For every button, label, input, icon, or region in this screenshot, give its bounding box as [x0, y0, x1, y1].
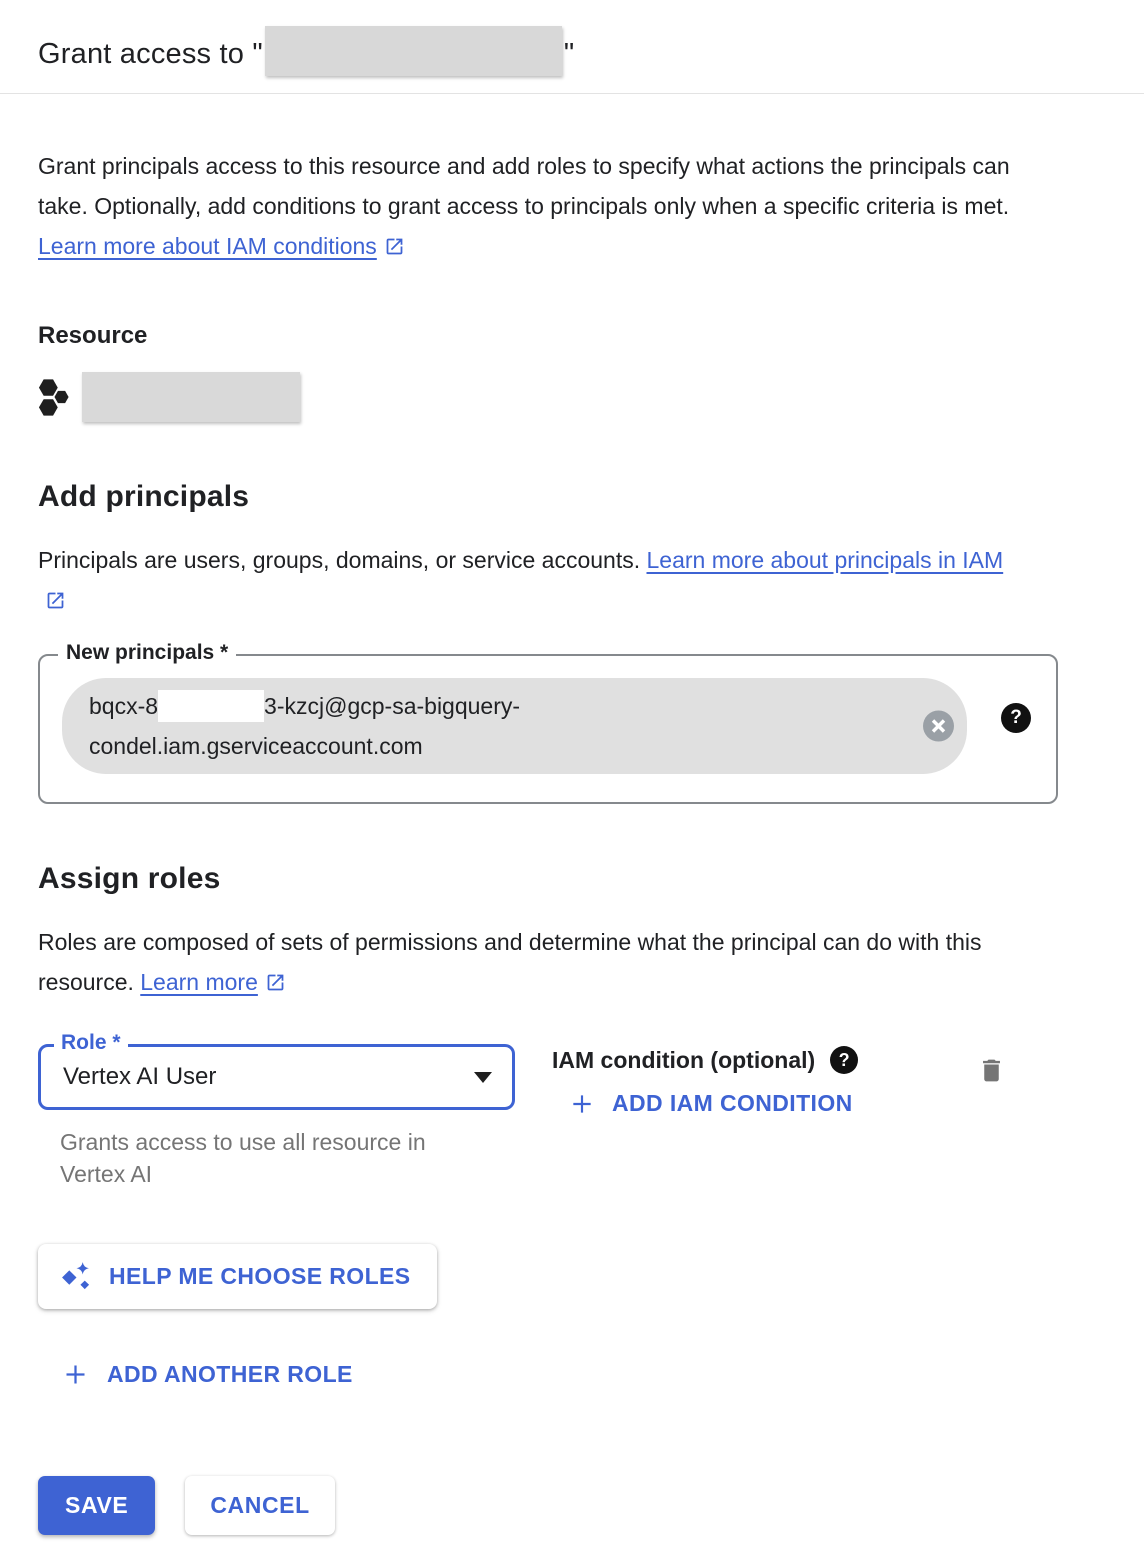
principals-help-icon[interactable]: ? [1001, 703, 1031, 733]
resource-row [38, 372, 1106, 422]
trash-icon [977, 1056, 1006, 1085]
plus-icon [569, 1091, 595, 1117]
iam-condition-column [552, 1044, 858, 1117]
add-iam-condition-button[interactable] [569, 1090, 853, 1117]
iam-conditions-link-label: Learn more about IAM conditions [38, 233, 377, 259]
redacted-resource-name [265, 26, 562, 76]
dialog-footer [38, 1476, 1106, 1535]
close-icon [931, 719, 946, 734]
remove-principal-button[interactable] [923, 711, 954, 742]
dialog-body [0, 146, 1144, 1535]
role-helper-text: Grants access to use all resource in Vertex AI [60, 1129, 426, 1187]
role-select-value: Vertex AI User [63, 1063, 217, 1090]
external-link-icon [265, 972, 286, 993]
roles-text-body: Roles are composed of sets of permissions and determine what the principal can do with this resource. [38, 929, 982, 995]
principal-email-line2: condel.iam.gserviceaccount.com [89, 733, 423, 759]
page-title-suffix: " [563, 38, 575, 70]
cancel-button[interactable]: CANCEL [185, 1476, 334, 1535]
principals-link-label: Learn more about principals in IAM [646, 547, 1004, 573]
role-column [38, 1031, 515, 1190]
role-select[interactable] [38, 1031, 515, 1110]
external-link-icon [384, 236, 405, 257]
role-select-label: Role * [54, 1031, 128, 1055]
principal-chip [62, 678, 967, 774]
page-title [38, 26, 1106, 76]
resource-hexagons-icon [38, 377, 70, 418]
principal-email-suffix: 3-kzcj@gcp-sa-bigquery- [264, 693, 521, 719]
plus-icon [62, 1361, 89, 1388]
delete-role-button[interactable] [977, 1056, 1006, 1088]
add-another-role-label: ADD ANOTHER ROLE [107, 1361, 353, 1387]
principal-email-line1 [89, 686, 909, 726]
sparkle-icon [60, 1260, 93, 1293]
roles-text [38, 922, 983, 1002]
roles-learn-more-label: Learn more [140, 969, 258, 995]
iam-condition-label-row [552, 1046, 858, 1074]
help-me-choose-roles-label: HELP ME CHOOSE ROLES [109, 1263, 411, 1289]
intro-text [38, 146, 1043, 266]
add-another-role-button[interactable] [62, 1361, 353, 1388]
resource-section [38, 322, 1106, 422]
page-title-prefix: Grant access to " [38, 38, 263, 70]
new-principals-label: New principals * [58, 641, 236, 665]
resource-label: Resource [38, 322, 148, 349]
help-me-choose-roles-button[interactable] [38, 1244, 437, 1309]
principal-email-prefix: bqcx-8 [89, 693, 159, 719]
redacted-resource-value [82, 372, 300, 422]
dialog-header [0, 0, 1144, 94]
add-principals-heading: Add principals [38, 480, 250, 513]
principals-text-body: Principals are users, groups, domains, or service accounts. [38, 547, 641, 573]
iam-condition-label: IAM condition (optional) [552, 1046, 816, 1073]
save-button[interactable]: SAVE [38, 1476, 155, 1535]
iam-conditions-link[interactable] [38, 233, 405, 259]
add-iam-condition-label: ADD IAM CONDITION [612, 1090, 853, 1116]
iam-condition-help-icon[interactable]: ? [830, 1046, 858, 1074]
external-link-icon [45, 590, 66, 611]
roles-learn-more-link[interactable] [140, 969, 286, 995]
principals-text [38, 540, 1028, 620]
assign-roles-heading: Assign roles [38, 862, 221, 895]
new-principals-field[interactable] [38, 641, 1058, 804]
role-row [38, 1031, 1106, 1190]
dropdown-caret-icon [474, 1072, 492, 1083]
intro-text-body: Grant principals access to this resource and add roles to specify what actions the principals can take. Optionally, add conditions to grant access to principals only when a specific criteria is met. [38, 153, 1010, 219]
redacted-email-segment [158, 690, 264, 722]
